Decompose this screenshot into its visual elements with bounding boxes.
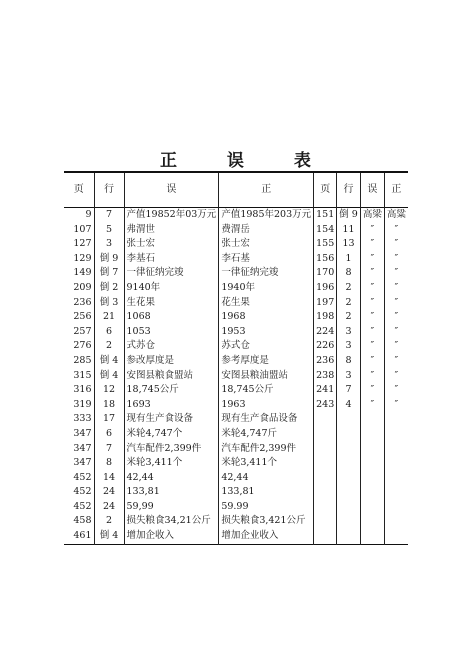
table-row <box>64 325 408 340</box>
table-row <box>64 442 408 457</box>
cell-wrong: 增加企收入 <box>124 529 219 544</box>
cell-right-2 <box>384 471 408 486</box>
cell-right-2 <box>384 485 408 500</box>
cell-line: 8 <box>94 456 124 471</box>
cell-page-2: 198 <box>314 310 337 325</box>
table-row <box>64 354 408 369</box>
cell-wrong: 产值19852年03万元 <box>124 208 219 223</box>
cell-right-2: ″ <box>394 267 399 279</box>
table-row <box>64 398 408 413</box>
table-row <box>64 471 408 486</box>
cell-right: 42,44 <box>219 471 314 486</box>
cell-line-2: 2 <box>337 310 361 325</box>
table-row <box>64 296 408 311</box>
table-row <box>64 500 408 515</box>
header-page-2: 页 <box>314 172 337 208</box>
cell-right-2: ″ <box>394 223 399 235</box>
table-row <box>64 383 408 398</box>
cell-page-2: 154 <box>314 223 337 238</box>
cell-line: 倒 2 <box>94 281 124 296</box>
cell-page: 257 <box>64 325 94 340</box>
cell-line-2 <box>337 529 361 544</box>
cell-line-2 <box>337 500 361 515</box>
cell-page: 461 <box>64 529 94 544</box>
cell-right: 费渭岳 <box>219 223 314 238</box>
cell-line-2 <box>337 442 361 457</box>
cell-line: 2 <box>94 339 124 354</box>
cell-right: 苏式仓 <box>219 339 314 354</box>
cell-right: 李石基 <box>219 252 314 267</box>
errata-body <box>64 208 408 545</box>
cell-page-2: 170 <box>314 266 337 281</box>
cell-page-2: 238 <box>314 369 337 384</box>
cell-right-2: 高粱 <box>386 209 406 220</box>
cell-wrong-2: ″ <box>360 383 384 398</box>
cell-line: 5 <box>94 223 124 238</box>
errata-table <box>64 171 408 545</box>
cell-line: 17 <box>94 412 124 427</box>
cell-line: 倒 7 <box>94 266 124 281</box>
cell-page: 458 <box>64 514 94 529</box>
cell-wrong-2: ″ <box>360 237 384 252</box>
table-row <box>64 281 408 296</box>
table-row <box>64 237 408 252</box>
cell-wrong-2: ″ <box>360 223 384 238</box>
cell-wrong: 18,745公斤 <box>124 383 219 398</box>
cell-wrong: 参改厚度是 <box>124 354 219 369</box>
cell-page-2 <box>314 427 337 442</box>
cell-wrong-2 <box>360 485 384 500</box>
table-row <box>64 427 408 442</box>
cell-right: 1940年 <box>219 281 314 296</box>
table-row <box>64 266 408 281</box>
cell-right: 张士宏 <box>219 237 314 252</box>
cell-wrong: 133,81 <box>124 485 219 500</box>
cell-page-2 <box>314 412 337 427</box>
cell-line-2: 3 <box>337 369 361 384</box>
table-row <box>64 369 408 384</box>
cell-wrong-2: ″ <box>360 281 384 296</box>
cell-page-2 <box>314 442 337 457</box>
cell-line-2: 3 <box>337 325 361 340</box>
cell-wrong: 李基石 <box>124 252 219 267</box>
cell-page: 9 <box>64 208 94 223</box>
cell-page: 347 <box>64 442 94 457</box>
cell-line: 倒 9 <box>94 252 124 267</box>
cell-wrong: 现有生产食设备 <box>124 412 219 427</box>
cell-wrong: 1068 <box>124 310 219 325</box>
cell-page: 127 <box>64 237 94 252</box>
table-row <box>64 339 408 354</box>
cell-page: 347 <box>64 427 94 442</box>
cell-page: 316 <box>64 383 94 398</box>
cell-right: 米轮4,747斤 <box>219 427 314 442</box>
cell-wrong: 生花果 <box>124 296 219 311</box>
cell-page: 129 <box>64 252 94 267</box>
cell-wrong-2: ″ <box>360 266 384 281</box>
cell-page-2 <box>314 485 337 500</box>
cell-right-2 <box>384 500 408 515</box>
cell-wrong-2 <box>360 500 384 515</box>
cell-wrong-2: ″ <box>360 369 384 384</box>
cell-page-2 <box>314 456 337 471</box>
cell-wrong-2: ″ <box>360 310 384 325</box>
cell-wrong: 安图县粮食盟站 <box>124 369 219 384</box>
cell-right: 1968 <box>219 310 314 325</box>
cell-page-2: 196 <box>314 281 337 296</box>
cell-page: 452 <box>64 485 94 500</box>
cell-right: 一律征纳完竣 <box>219 266 314 281</box>
cell-right: 现有生产食品设备 <box>219 412 314 427</box>
table-row <box>64 529 408 544</box>
cell-page: 236 <box>64 296 94 311</box>
cell-line: 2 <box>94 514 124 529</box>
cell-line-2: 4 <box>337 398 361 413</box>
cell-line-2 <box>337 485 361 500</box>
cell-page-2: 236 <box>314 354 337 369</box>
cell-page-2: 226 <box>314 339 337 354</box>
cell-wrong: 1053 <box>124 325 219 340</box>
table-row <box>64 252 408 267</box>
cell-line: 3 <box>94 237 124 252</box>
header-line-2: 行 <box>337 172 361 208</box>
cell-line-2: 2 <box>337 296 361 311</box>
cell-wrong-2 <box>360 412 384 427</box>
cell-wrong: 张士宏 <box>124 237 219 252</box>
cell-page-2: 156 <box>314 252 337 267</box>
cell-wrong-2 <box>360 427 384 442</box>
cell-page-2 <box>314 529 337 544</box>
cell-right-2 <box>384 412 408 427</box>
cell-line-2: 2 <box>337 281 361 296</box>
header-row <box>64 172 408 208</box>
page-title: 正 误 表 <box>160 151 333 171</box>
cell-page: 319 <box>64 398 94 413</box>
cell-wrong: 9140年 <box>124 281 219 296</box>
cell-right-2: ″ <box>394 296 399 308</box>
cell-right-2: ″ <box>394 311 399 323</box>
header-right: 正 <box>219 172 314 208</box>
cell-right-2: ″ <box>394 384 399 396</box>
cell-page-2: 241 <box>314 383 337 398</box>
cell-line: 12 <box>94 383 124 398</box>
header-wrong-2: 误 <box>360 172 384 208</box>
cell-right-2: ″ <box>394 398 399 410</box>
cell-wrong-2: 高梁 <box>360 208 384 223</box>
cell-page-2: 243 <box>314 398 337 413</box>
table-row <box>64 223 408 238</box>
cell-line-2: 倒 9 <box>337 208 361 223</box>
cell-line-2: 13 <box>337 237 361 252</box>
cell-right: 汽车配件2,399件 <box>219 442 314 457</box>
cell-line: 6 <box>94 427 124 442</box>
cell-page-2 <box>314 471 337 486</box>
cell-right-2 <box>384 456 408 471</box>
cell-right: 损失粮食3,421公斤 <box>219 514 314 529</box>
cell-line-2 <box>337 456 361 471</box>
cell-wrong-2: ″ <box>360 354 384 369</box>
cell-line: 倒 3 <box>94 296 124 311</box>
table-row <box>64 514 408 529</box>
table-row <box>64 485 408 500</box>
cell-page: 315 <box>64 369 94 384</box>
table-row <box>64 412 408 427</box>
cell-line: 7 <box>94 442 124 457</box>
table-row <box>64 310 408 325</box>
cell-wrong: 弗渭世 <box>124 223 219 238</box>
cell-line: 24 <box>94 485 124 500</box>
cell-line-2: 1 <box>337 252 361 267</box>
cell-line: 21 <box>94 310 124 325</box>
header-right-2: 正 <box>391 184 402 195</box>
cell-line-2: 8 <box>337 266 361 281</box>
cell-wrong: 59,99 <box>124 500 219 515</box>
cell-page-2: 224 <box>314 325 337 340</box>
cell-line: 倒 4 <box>94 354 124 369</box>
cell-wrong-2: ″ <box>360 252 384 267</box>
cell-right: 18,745公斤 <box>219 383 314 398</box>
cell-line-2 <box>337 514 361 529</box>
cell-right-2 <box>384 442 408 457</box>
cell-wrong-2: ″ <box>360 325 384 340</box>
cell-wrong: 1693 <box>124 398 219 413</box>
cell-page: 347 <box>64 456 94 471</box>
cell-right-2 <box>384 427 408 442</box>
cell-right: 增加企业收入 <box>219 529 314 544</box>
cell-wrong: 式苏仓 <box>124 339 219 354</box>
cell-line-2 <box>337 412 361 427</box>
cell-page: 276 <box>64 339 94 354</box>
cell-page-2: 155 <box>314 237 337 252</box>
cell-right-2: ″ <box>394 325 399 337</box>
cell-wrong: 损失粮食34,21公斤 <box>124 514 219 529</box>
cell-right: 花生果 <box>219 296 314 311</box>
cell-right-2: ″ <box>394 369 399 381</box>
cell-right-2: ″ <box>394 354 399 366</box>
cell-page: 256 <box>64 310 94 325</box>
cell-right-2: ″ <box>394 281 399 293</box>
cell-wrong-2: ″ <box>360 296 384 311</box>
cell-line: 24 <box>94 500 124 515</box>
table-row <box>64 208 408 223</box>
cell-right: 1963 <box>219 398 314 413</box>
cell-line: 倒 4 <box>94 369 124 384</box>
cell-right: 产值1985年203万元 <box>219 208 314 223</box>
cell-wrong-2 <box>360 529 384 544</box>
header-page: 页 <box>64 172 94 208</box>
cell-wrong-2: ″ <box>360 398 384 413</box>
cell-line-2 <box>337 427 361 442</box>
cell-line: 倒 4 <box>94 529 124 544</box>
cell-page: 452 <box>64 500 94 515</box>
cell-line-2: 7 <box>337 383 361 398</box>
cell-wrong: 一律征纳完竣 <box>124 266 219 281</box>
cell-right-2: ″ <box>394 252 399 264</box>
cell-page: 285 <box>64 354 94 369</box>
cell-wrong-2 <box>360 514 384 529</box>
cell-line: 18 <box>94 398 124 413</box>
cell-right: 133,81 <box>219 485 314 500</box>
cell-right-2 <box>384 529 408 544</box>
cell-page: 209 <box>64 281 94 296</box>
cell-line-2: 11 <box>337 223 361 238</box>
cell-wrong: 米轮4,747个 <box>124 427 219 442</box>
header-line: 行 <box>94 172 124 208</box>
cell-line-2: 8 <box>337 354 361 369</box>
cell-page-2 <box>314 514 337 529</box>
cell-right-2: ″ <box>394 340 399 352</box>
cell-wrong-2: ″ <box>360 339 384 354</box>
cell-page: 452 <box>64 471 94 486</box>
cell-page: 107 <box>64 223 94 238</box>
cell-right-2: ″ <box>394 238 399 250</box>
cell-page: 333 <box>64 412 94 427</box>
cell-wrong-2 <box>360 456 384 471</box>
cell-line: 7 <box>94 208 124 223</box>
cell-wrong: 汽车配件2,399件 <box>124 442 219 457</box>
cell-line-2: 3 <box>337 339 361 354</box>
cell-page-2: 197 <box>314 296 337 311</box>
cell-wrong-2 <box>360 442 384 457</box>
cell-page: 149 <box>64 266 94 281</box>
cell-line: 6 <box>94 325 124 340</box>
cell-right: 59.99 <box>219 500 314 515</box>
cell-right: 米轮3,411个 <box>219 456 314 471</box>
cell-wrong: 42,44 <box>124 471 219 486</box>
cell-right: 参考厚度是 <box>219 354 314 369</box>
cell-wrong-2 <box>360 471 384 486</box>
cell-page-2: 151 <box>314 208 337 223</box>
cell-page-2 <box>314 500 337 515</box>
cell-right: 1953 <box>219 325 314 340</box>
cell-right-2 <box>384 514 408 529</box>
cell-line: 14 <box>94 471 124 486</box>
header-wrong: 误 <box>124 172 219 208</box>
cell-right: 安图县粮油盟站 <box>219 369 314 384</box>
cell-wrong: 米轮3,411个 <box>124 456 219 471</box>
table-row <box>64 456 408 471</box>
cell-line-2 <box>337 471 361 486</box>
